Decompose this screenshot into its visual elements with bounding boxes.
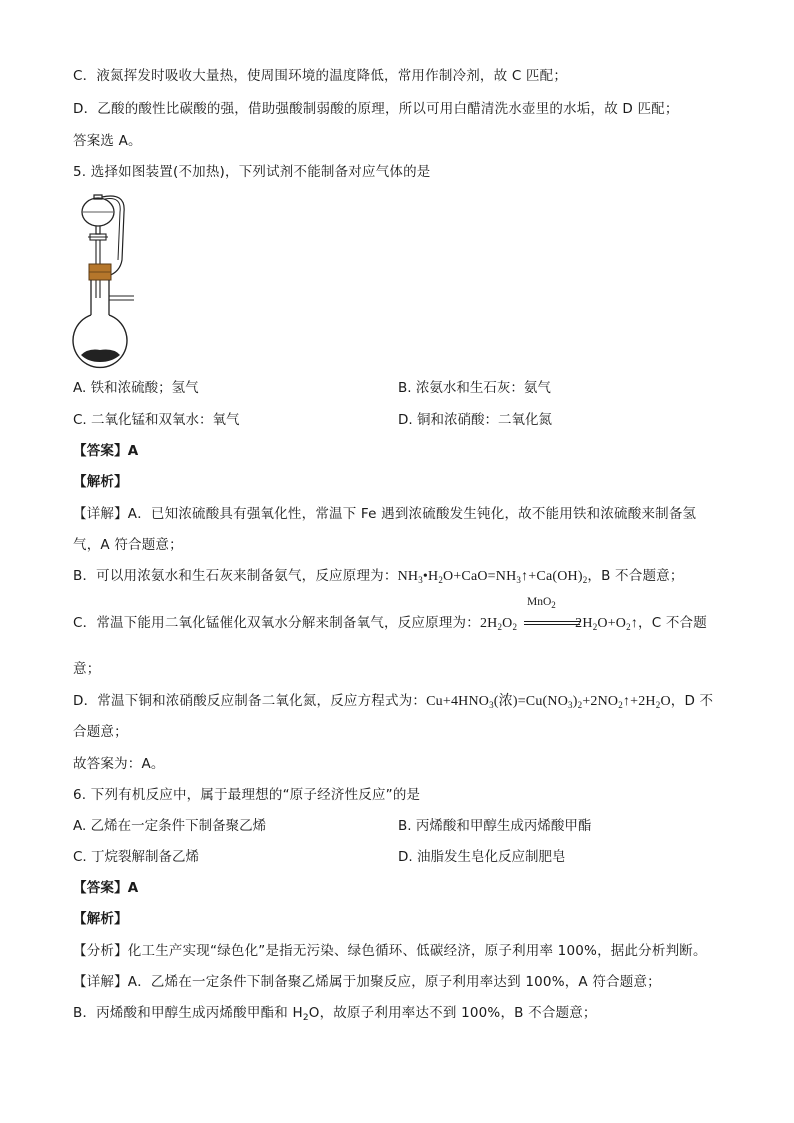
q5-d-prefix: D．常温下铜和浓硝酸反应制备二氧化氮，反应方程式为： [73,693,427,709]
q6-analysis-line: 【分析】化工生产实现“绿色化”是指无污染、绿色循环、低碳经济，原子利用率 100%，据此分析判断。 [73,943,707,959]
q5-c-catalyst: MnO$_2$ [527,596,556,610]
question-6: 6. 下列有机反应中，属于最理想的“原子经济性反应”的是 [73,787,421,803]
q5-c-continue: 意； [73,661,101,677]
q6-option-a: A. 乙烯在一定条件下制备聚乙烯 [73,818,267,834]
q5-d-equation: $Cu+4HNO_3$(浓)$=Cu(NO_3)_2+2NO_2↑+2H_2O$ [426,694,671,710]
q5-final-answer: 故答案为：A。 [73,756,165,772]
q5-c-lhs: $2H_2O_2$ [479,616,518,632]
answer-line-4: 答案选 A。 [73,133,142,149]
q5-c-prefix: C．常温下能用二氧化锰催化双氧水分解来制备氧气，反应原理为： [73,615,480,631]
q5-analysis-tag: 【解析】 [73,474,128,490]
q5-d-suffix: ，D 不 [670,693,714,709]
q5-b-prefix: B．可以用浓氨水和生石灰来制备氨气，反应原理为： [73,568,398,584]
q5-d-continue: 合题意； [73,724,128,740]
q5-c-equal-bar-1 [524,621,580,622]
q5-option-a: A. 铁和浓硫酸；氢气 [73,380,199,396]
q5-b-line [73,567,684,586]
apparatus-figure [68,190,148,370]
line-c-ln2: C．液氮挥发时吸收大量热，使周围环境的温度降低，常用作制冷剂，故 C 匹配； [73,68,568,84]
question-5: 5. 选择如图装置(不加热)，下列试剂不能制备对应气体的是 [73,164,431,180]
q5-answer-tag: 【答案】A [73,443,139,459]
q5-option-c: C. 二氧化锰和双氧水：氧气 [73,412,240,428]
q5-c-line [73,614,707,633]
line-d-acetic: D．乙酸的酸性比碳酸的强，借助强酸制弱酸的原理，所以可用白醋清洗水壶里的水垢，故 D 匹配； [73,101,679,117]
q5-b-suffix: ，B 不合题意； [587,568,684,584]
q5-b-equation: $NH_3•H_2O+CaO=NH_3↑+Ca(OH)_2$ [397,569,588,585]
q6-detail-line: 【详解】A．乙烯在一定条件下制备聚乙烯属于加聚反应，原子利用率达到 100%，A 符合题意； [73,974,661,990]
q5-d-line [73,692,713,711]
q6-analysis-tag: 【解析】 [73,911,128,927]
q5-c-rhs: $2H_2O+O_2↑$ [575,616,639,632]
q5-c-equal-bar-2 [524,624,580,625]
q5-detail-line-2: 气，A 符合题意； [73,537,183,553]
q6-option-c: C. 丁烷裂解制备乙烯 [73,849,200,865]
q6-b-line: B．丙烯酸和甲醇生成丙烯酸甲酯和 $H_2O$，故原子利用率达不到 100%，B 不合题意； [73,1005,597,1023]
q5-option-d: D. 铜和浓硝酸：二氧化氮 [398,412,552,428]
q6-option-b: B. 丙烯酸和甲醇生成丙烯酸甲酯 [398,818,592,834]
q6-answer-tag: 【答案】A [73,880,139,896]
q5-c-suffix: ，C 不合题 [638,615,707,631]
q6-option-d: D. 油脂发生皂化反应制肥皂 [398,849,566,865]
q5-detail-line-1: 【详解】A．已知浓硫酸具有强氧化性，常温下 Fe 遇到浓硫酸发生钝化，故不能用铁和浓硫酸来制备氢 [73,506,697,522]
q5-option-b: B. 浓氨水和生石灰：氨气 [398,380,551,396]
